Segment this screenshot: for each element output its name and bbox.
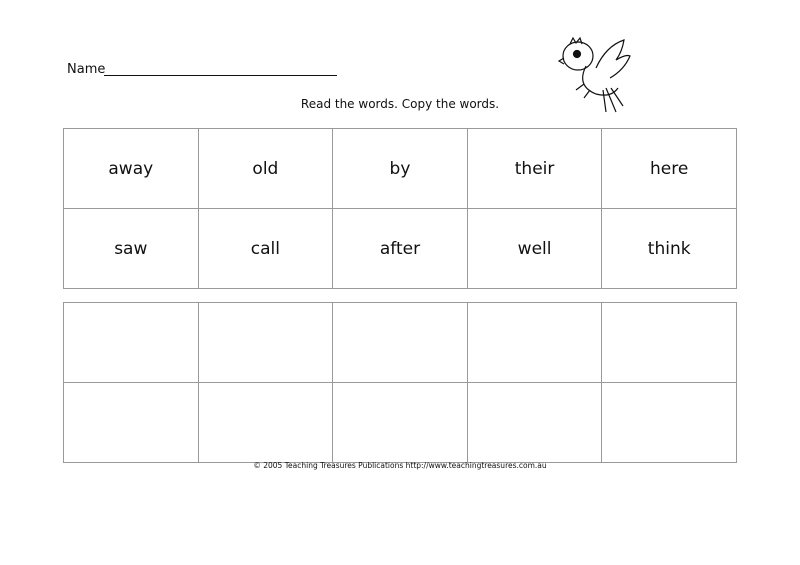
word-cell: old: [198, 129, 333, 209]
copy-cell[interactable]: [198, 303, 333, 383]
copy-row: [64, 303, 737, 383]
word-cell: away: [64, 129, 199, 209]
word-cell: their: [467, 129, 602, 209]
word-row: [64, 209, 737, 289]
word-cell: call: [198, 209, 333, 289]
copy-cell[interactable]: [64, 303, 199, 383]
word-cell: saw: [64, 209, 199, 289]
copy-table: [63, 302, 737, 463]
name-writing-line: [104, 75, 337, 76]
copy-cell[interactable]: [602, 303, 737, 383]
copy-cell[interactable]: [64, 383, 199, 463]
copy-cell[interactable]: [333, 383, 468, 463]
copyright-footer: © 2005 Teaching Treasures Publications http://www.teachingtreasures.com.au: [253, 461, 547, 470]
word-cell: well: [467, 209, 602, 289]
copy-row: [64, 383, 737, 463]
word-row: [64, 129, 737, 209]
name-label: Name: [67, 62, 106, 77]
word-table: [63, 128, 737, 289]
copy-cell[interactable]: [198, 383, 333, 463]
word-cell: after: [333, 209, 468, 289]
copy-cell[interactable]: [467, 303, 602, 383]
word-cell: think: [602, 209, 737, 289]
word-cell: here: [602, 129, 737, 209]
word-cell: by: [333, 129, 468, 209]
copy-cell[interactable]: [467, 383, 602, 463]
copy-cell[interactable]: [333, 303, 468, 383]
copy-cell[interactable]: [602, 383, 737, 463]
instruction-text: Read the words. Copy the words.: [300, 97, 500, 111]
